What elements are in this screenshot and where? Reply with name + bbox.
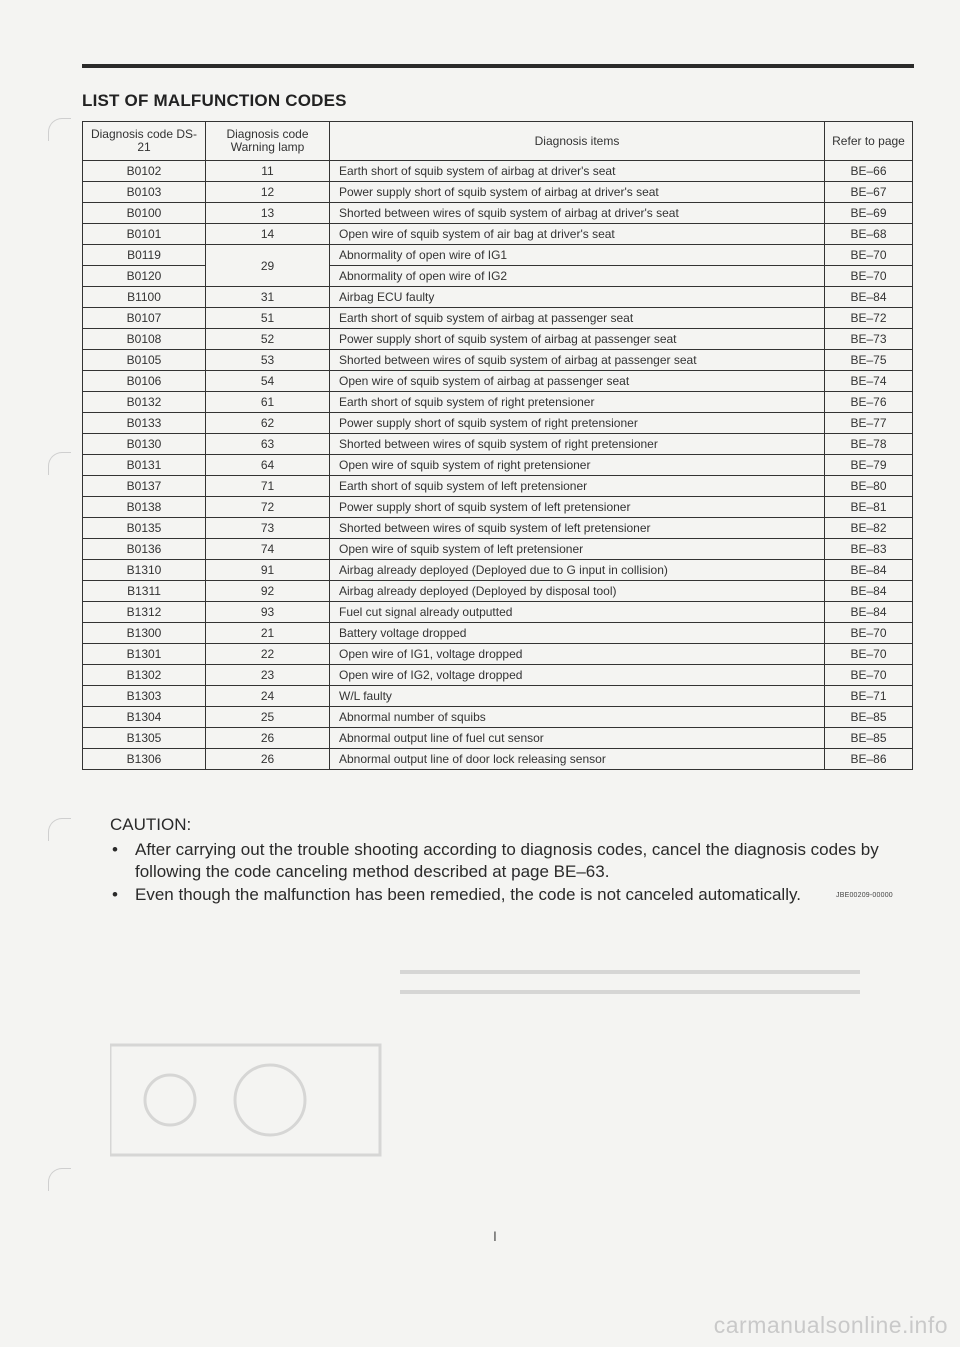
caution-item — [110, 839, 920, 883]
cell-refer-page: BE–77 — [825, 413, 913, 434]
table-body — [83, 161, 913, 770]
table-row — [83, 749, 913, 770]
table-row — [83, 518, 913, 539]
cell-diagnosis-item: Abnormal output line of door lock releasing sensor — [330, 749, 825, 770]
header-ds21: Diagnosis code DS-21 — [83, 122, 206, 161]
cell-ds21-code: B0136 — [83, 539, 206, 560]
cell-warning-lamp-code: 26 — [206, 749, 330, 770]
cell-refer-page: BE–83 — [825, 539, 913, 560]
table-row — [83, 287, 913, 308]
cell-ds21-code: B0102 — [83, 161, 206, 182]
cell-diagnosis-item: Open wire of squib system of airbag at passenger seat — [330, 371, 825, 392]
cell-warning-lamp-code: 14 — [206, 224, 330, 245]
cell-refer-page: BE–76 — [825, 392, 913, 413]
cell-ds21-code: B0107 — [83, 308, 206, 329]
cell-diagnosis-item: Earth short of squib system of left pretensioner — [330, 476, 825, 497]
cell-warning-lamp-code: 73 — [206, 518, 330, 539]
table-row — [83, 224, 913, 245]
cell-ds21-code: B0138 — [83, 497, 206, 518]
cell-warning-lamp-code: 63 — [206, 434, 330, 455]
cell-diagnosis-item: Open wire of squib system of right pretensioner — [330, 455, 825, 476]
cell-diagnosis-item: Airbag already deployed (Deployed due to G input in collision) — [330, 560, 825, 581]
cell-ds21-code: B0103 — [83, 182, 206, 203]
page-number: I — [493, 1228, 497, 1244]
table-row — [83, 392, 913, 413]
table-row — [83, 203, 913, 224]
cell-refer-page: BE–70 — [825, 623, 913, 644]
header-diagnosis-items: Diagnosis items — [330, 122, 825, 161]
cell-warning-lamp-code: 62 — [206, 413, 330, 434]
cell-diagnosis-item: Shorted between wires of squib system of left pretensioner — [330, 518, 825, 539]
cell-ds21-code: B0119 — [83, 245, 206, 266]
bullet-icon: • — [112, 885, 118, 904]
cell-diagnosis-item: Power supply short of squib system of left pretensioner — [330, 497, 825, 518]
cell-refer-page: BE–85 — [825, 728, 913, 749]
cell-warning-lamp-code: 64 — [206, 455, 330, 476]
cell-diagnosis-item: Open wire of squib system of left pretensioner — [330, 539, 825, 560]
table-row — [83, 455, 913, 476]
cell-diagnosis-item: Abnormal number of squibs — [330, 707, 825, 728]
cell-refer-page: BE–72 — [825, 308, 913, 329]
table-row — [83, 560, 913, 581]
cell-refer-page: BE–84 — [825, 560, 913, 581]
cell-refer-page: BE–70 — [825, 245, 913, 266]
cell-ds21-code: B1302 — [83, 665, 206, 686]
cell-warning-lamp-code: 11 — [206, 161, 330, 182]
table-row — [83, 350, 913, 371]
table-row — [83, 686, 913, 707]
cell-ds21-code: B1300 — [83, 623, 206, 644]
table-row — [83, 161, 913, 182]
table-row — [83, 371, 913, 392]
table-header-row — [83, 122, 913, 161]
cell-ds21-code: B0101 — [83, 224, 206, 245]
faded-bleed-through-figure — [110, 950, 910, 1180]
cell-warning-lamp-code: 12 — [206, 182, 330, 203]
header-refer-page: Refer to page — [825, 122, 913, 161]
watermark: carmanualsonline.info — [713, 1312, 948, 1338]
scan-hole-mark — [48, 118, 71, 141]
cell-warning-lamp-code: 72 — [206, 497, 330, 518]
table-row — [83, 182, 913, 203]
cell-diagnosis-item: Shorted between wires of squib system of right pretensioner — [330, 434, 825, 455]
cell-ds21-code: B0137 — [83, 476, 206, 497]
cell-refer-page: BE–70 — [825, 644, 913, 665]
cell-ds21-code: B0108 — [83, 329, 206, 350]
cell-refer-page: BE–66 — [825, 161, 913, 182]
table-row — [83, 413, 913, 434]
table-row — [83, 308, 913, 329]
cell-diagnosis-item: Abnormality of open wire of IG2 — [330, 266, 825, 287]
header-warning-lamp: Diagnosis code Warning lamp — [206, 122, 330, 161]
scan-hole-mark — [48, 1168, 71, 1191]
cell-ds21-code: B1303 — [83, 686, 206, 707]
table-row — [83, 329, 913, 350]
cell-refer-page: BE–67 — [825, 182, 913, 203]
cell-warning-lamp-code: 22 — [206, 644, 330, 665]
cell-diagnosis-item: Earth short of squib system of airbag at passenger seat — [330, 308, 825, 329]
cell-refer-page: BE–69 — [825, 203, 913, 224]
table-row — [83, 644, 913, 665]
cell-diagnosis-item: W/L faulty — [330, 686, 825, 707]
cell-warning-lamp-code: 23 — [206, 665, 330, 686]
cell-ds21-code: B1306 — [83, 749, 206, 770]
cell-ds21-code: B1312 — [83, 602, 206, 623]
cell-diagnosis-item: Abnormality of open wire of IG1 — [330, 245, 825, 266]
cell-ds21-code: B0135 — [83, 518, 206, 539]
table-row — [83, 539, 913, 560]
cell-diagnosis-item: Battery voltage dropped — [330, 623, 825, 644]
cell-warning-lamp-code: 24 — [206, 686, 330, 707]
table-row — [83, 497, 913, 518]
cell-ds21-code: B0120 — [83, 266, 206, 287]
caution-text: Even though the malfunction has been remedied, the code is not canceled automatically. — [135, 885, 801, 904]
cell-refer-page: BE–70 — [825, 266, 913, 287]
cell-refer-page: BE–86 — [825, 749, 913, 770]
cell-refer-page: BE–84 — [825, 581, 913, 602]
caution-title: CAUTION: — [110, 815, 192, 834]
page-title: LIST OF MALFUNCTION CODES — [82, 91, 347, 110]
cell-ds21-code: B1301 — [83, 644, 206, 665]
cell-diagnosis-item: Shorted between wires of squib system of airbag at passenger seat — [330, 350, 825, 371]
cell-warning-lamp-code: 51 — [206, 308, 330, 329]
header-rule — [82, 64, 914, 68]
cell-ds21-code: B0130 — [83, 434, 206, 455]
cell-ds21-code: B0131 — [83, 455, 206, 476]
cell-diagnosis-item: Power supply short of squib system of airbag at driver's seat — [330, 182, 825, 203]
cell-warning-lamp-code: 13 — [206, 203, 330, 224]
table-row — [83, 581, 913, 602]
cell-diagnosis-item: Earth short of squib system of airbag at driver's seat — [330, 161, 825, 182]
cell-ds21-code: B0100 — [83, 203, 206, 224]
cell-refer-page: BE–70 — [825, 665, 913, 686]
cell-diagnosis-item: Power supply short of squib system of airbag at passenger seat — [330, 329, 825, 350]
cell-refer-page: BE–79 — [825, 455, 913, 476]
cell-diagnosis-item: Airbag ECU faulty — [330, 287, 825, 308]
cell-diagnosis-item: Shorted between wires of squib system of airbag at driver's seat — [330, 203, 825, 224]
cell-refer-page: BE–78 — [825, 434, 913, 455]
cell-diagnosis-item: Power supply short of squib system of right pretensioner — [330, 413, 825, 434]
cell-ds21-code: B0105 — [83, 350, 206, 371]
table-row — [83, 623, 913, 644]
cell-warning-lamp-code: 91 — [206, 560, 330, 581]
cell-refer-page: BE–68 — [825, 224, 913, 245]
cell-diagnosis-item: Fuel cut signal already outputted — [330, 602, 825, 623]
cell-refer-page: BE–75 — [825, 350, 913, 371]
cell-diagnosis-item: Earth short of squib system of right pretensioner — [330, 392, 825, 413]
table-row — [83, 476, 913, 497]
cell-warning-lamp-code: 21 — [206, 623, 330, 644]
table-row — [83, 707, 913, 728]
caution-text: After carrying out the trouble shooting according to diagnosis codes, cancel the diagnosis codes by following the code canceling method described at page BE–63. — [135, 840, 879, 881]
bullet-icon: • — [112, 840, 118, 859]
cell-diagnosis-item: Open wire of squib system of air bag at driver's seat — [330, 224, 825, 245]
cell-warning-lamp-code: 25 — [206, 707, 330, 728]
cell-diagnosis-item: Airbag already deployed (Deployed by disposal tool) — [330, 581, 825, 602]
scan-hole-mark — [48, 452, 71, 475]
cell-ds21-code: B1305 — [83, 728, 206, 749]
document-id: JBE00209-00000 — [836, 892, 893, 899]
table-row — [83, 665, 913, 686]
cell-refer-page: BE–85 — [825, 707, 913, 728]
cell-warning-lamp-code: 26 — [206, 728, 330, 749]
table-row — [83, 728, 913, 749]
cell-ds21-code: B1100 — [83, 287, 206, 308]
cell-warning-lamp-code: 61 — [206, 392, 330, 413]
cell-diagnosis-item: Open wire of IG1, voltage dropped — [330, 644, 825, 665]
cell-refer-page: BE–73 — [825, 329, 913, 350]
cell-refer-page: BE–84 — [825, 602, 913, 623]
cell-warning-lamp-code: 53 — [206, 350, 330, 371]
cell-warning-lamp-code: 54 — [206, 371, 330, 392]
caution-list — [110, 839, 920, 906]
caution-block — [110, 815, 920, 907]
scan-hole-mark — [48, 818, 71, 841]
cell-ds21-code: B0133 — [83, 413, 206, 434]
cell-refer-page: BE–74 — [825, 371, 913, 392]
cell-warning-lamp-code: 52 — [206, 329, 330, 350]
malfunction-codes-table — [82, 121, 913, 770]
cell-diagnosis-item: Abnormal output line of fuel cut sensor — [330, 728, 825, 749]
cell-ds21-code: B1310 — [83, 560, 206, 581]
table-row — [83, 245, 913, 266]
cell-warning-lamp-code: 31 — [206, 287, 330, 308]
cell-refer-page: BE–84 — [825, 287, 913, 308]
cell-warning-lamp-code: 71 — [206, 476, 330, 497]
cell-warning-lamp-code: 93 — [206, 602, 330, 623]
cell-refer-page: BE–71 — [825, 686, 913, 707]
cell-refer-page: BE–82 — [825, 518, 913, 539]
cell-ds21-code: B0132 — [83, 392, 206, 413]
cell-ds21-code: B1311 — [83, 581, 206, 602]
cell-warning-lamp-code: 29 — [206, 245, 330, 287]
caution-item — [110, 884, 920, 906]
cell-warning-lamp-code: 92 — [206, 581, 330, 602]
table-row — [83, 602, 913, 623]
table-row — [83, 434, 913, 455]
cell-diagnosis-item: Open wire of IG2, voltage dropped — [330, 665, 825, 686]
cell-ds21-code: B0106 — [83, 371, 206, 392]
cell-refer-page: BE–81 — [825, 497, 913, 518]
cell-warning-lamp-code: 74 — [206, 539, 330, 560]
cell-ds21-code: B1304 — [83, 707, 206, 728]
cell-refer-page: BE–80 — [825, 476, 913, 497]
